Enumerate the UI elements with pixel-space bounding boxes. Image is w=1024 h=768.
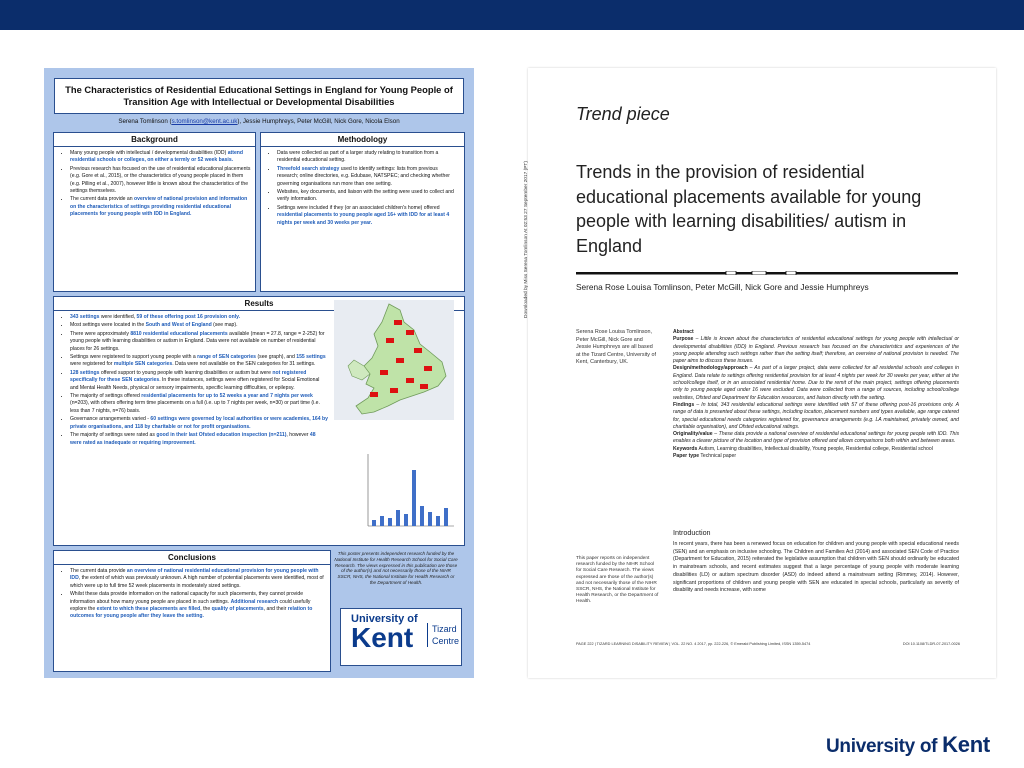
brand-kent-text: Kent [942, 732, 990, 757]
paper-title: Trends in the provision of residential educational placements available for young people with learning disabilities/ autism in England [576, 162, 922, 256]
conclusions-item: • Whilst these data provide information on the national capacity for such placements, they cannot provide information about how many young people are placed in such settings. Additional research could usefully explore the extent to which these placements are filled, the quality of placements, and their relation to outcomes for young people after they leave the setting. [70, 591, 326, 621]
methodology-section [260, 132, 465, 292]
introduction-text: In recent years, there has been a renewed focus on education for children and young people with special educational needs (SEN) and an emphasis on inclusive schooling. The Children and Families Act (2014) and associated SEN Code of Practice (Department for Education, 2015) reiterated the legislative assumption that children with SEN should ordinarily be educated in mainstream schools, and recent estimates suggest that a large percentage of young people with moderate learning disabilities (LD) or autism spectrum disorder (ASD) do indeed attend a mainstream setting (Rimmey, 2014). However, significant proportions of children and young people with SEN are educated in special schools, particularly as severity of disability and needs increase, with some [673, 541, 959, 594]
top-banner [0, 0, 1024, 30]
funding-disclaimer: This poster presents independent research funded by the National Institute for Health Research School for Social Care Research. The views expressed in this publication are those of the author(s) and not necessarily those of the NIHR SSCR, NHS, the National Institute for Health Research or the Department of Health. [334, 551, 458, 585]
methodology-item: • Data were collected as part of a larger study relating to transition from a residential educational setting. [277, 150, 460, 165]
logo-tizard-centre: Tizard Centre [427, 623, 459, 647]
poster-authors-rest: ), Jessie Humphreys, Peter McGill, Nick Gore, Nicola Elson [237, 118, 400, 125]
sen-categories-graph [364, 450, 456, 530]
background-item: • Previous research has focused on the use of residential educational placements (e.g. Gore et al., 2015), or the characteristics of young people placed in them (e.g. Pilling et al., 2007), however little is known about the characteristics of the settings themselves. [70, 166, 251, 196]
results-item: • Governance arrangements varied - 60 settings were governed by local authorities or were academies, 164 by private organisations, and 118 by charitable or not for profit organisations. [70, 416, 328, 431]
article-type: Trend piece [576, 104, 670, 124]
paper-footer [576, 642, 960, 646]
research-poster [44, 68, 474, 678]
author-email-link[interactable]: s.tomlinson@kent.ac.uk [171, 118, 238, 125]
results-item: • The majority of settings were rated as good in their last Ofsted education inspection (n=211), however 48 were rated as inadequate or requiring improvement. [70, 432, 328, 447]
university-brand-logo [826, 732, 990, 758]
poster-authors [50, 118, 468, 125]
methodology-item: • Websites, key documents, and liaison with the setting were used to collect and verify information. [277, 189, 460, 204]
conclusions-section [53, 550, 331, 672]
logo-university: University of [351, 613, 418, 625]
footer-doi: DOI 10.1108/TLDR-07-2017-0026 [902, 642, 960, 646]
poster-title: The Characteristics of Residential Educational Settings in England for Young People of Transition Age with Intellectual or Developmental Disabilities [54, 78, 464, 114]
author-affiliation: Serena Rose Louisa Tomlinson, Peter McGill, Nick Gore and Jessie Humphreys are all based at the Tizard Centre, University of Kent, Canterbury, UK. [576, 329, 656, 366]
journal-paper-page [524, 68, 996, 678]
results-item: • The majority of settings offered residential placements for up to 52 weeks a year and 7 nights per week (n=203), with others offering term time placements on a full (i.e. up to 7 nights per week, n=30) or part time (i.e. less than 7 nights, n=76) basis. [70, 393, 328, 415]
download-note: Downloaded by Miss Serena Tomlinson At 02:53 27 September 2017 (PT) [524, 161, 529, 318]
background-item: • The current data provide an overview of national provision and information on the characteristics of settings providing residential educational placements for young people with IDD in England. [70, 196, 251, 218]
results-heading: Results [54, 297, 464, 311]
methodology-item: • Threefold search strategy used to identify settings: lists from previous research; online directories, e.g. Edubase, NATSPEC; and checking whether governing organisations run more than one setting. [277, 166, 460, 188]
title-rule [576, 271, 958, 275]
introduction-heading: Introduction [673, 528, 711, 537]
poster-authors-text: Serena Tomlinson ( [118, 118, 172, 125]
footer-citation: PAGE 222 | TIZARD LEARNING DISABILITY REVIEW | VOL. 22 NO. 4 2017, pp. 222-226, © Emerald Publishing Limited, ISSN 1359-5474 [576, 642, 811, 646]
paper-authors: Serena Rose Louisa Tomlinson, Peter McGill, Nick Gore and Jessie Humphreys [576, 282, 869, 292]
brand-university-text: University of [826, 736, 943, 757]
methodology-heading: Methodology [261, 133, 464, 147]
results-item: • 128 settings offered support to young people with learning disabilities or autism but were not registered specifically for these SEN categories. In these instances, settings were often registered for Social Emotional and Mental Health Needs, physical or sensory impairments, specific learning difficulties, or epilepsy. [70, 370, 328, 392]
results-item: • There were approximately 8810 residential educational placements available (mean = 27.8, range = 2-252) for young people with learning disabilities or autism in England. Data were not available on number of residential places for 26 settings. [70, 331, 328, 353]
results-item: • Most settings were located in the South and West of England (see map). [70, 322, 328, 329]
conclusions-heading: Conclusions [54, 551, 330, 565]
kent-tizard-logo [340, 608, 462, 666]
logo-kent: Kent [351, 622, 414, 653]
results-item: • 343 settings were identified, 59 of these offering post 16 provision only. [70, 314, 328, 321]
conclusions-item: • The current data provide an overview of national residential educational provision for young people with IDD, the extent of which was previously unknown. A high number of potential placements were identified, most of which were up to full time 52 week placements in moderately sized settings. [70, 568, 326, 590]
background-item: • Many young people with intellectual / developmental disabilities (IDD) attend residential schools or colleges, on either a termly or 52 week basis. [70, 150, 251, 165]
methodology-item: • Settings were included if they (or an associated children's home) offered residential placements to young people aged 16+ with IDD for at least 4 nights per week and 30 weeks per year. [277, 205, 460, 227]
results-item: • Settings were registered to support young people with a range of SEN categories (see graph), and 155 settings were registered for multiple SEN categories. Data were not available on the SEN categories for 31 settings. [70, 354, 328, 369]
background-heading: Background [54, 133, 255, 147]
background-section [53, 132, 256, 292]
abstract-heading: Abstract [673, 329, 694, 335]
abstract: Abstract Purpose – Little is known about the characteristics of residential educational settings for young people with intellectual or developmental disabilities (IDD) in England. Previous research has focused on the characteristics and experiences of the young people attending such settings rather than the setting itself; therefore, an overview of national provision is needed. The paper aims to discuss these issues. Design/methodology/approach – As part of a larger project, data were collected for all residential schools and colleges in England. Data relate to settings offering residential provision for at least 4 nights per week for 30 weeks per year, either at the school/college itself, or in an associated residential home. Due to the remit of the main project, settings offering placements only to young people aged under 16 were excluded. Data were collected from a range of sources, including school/college websites, Ofsted and Department for Education resources, and liaison directly with the setting. Findings – In total, 343 residential educational settings were identified with 57 of these offering post-16 provisions only. A range of data is presented about these settings, including location, placement numbers and types available, age range catered for, special educational needs categories registered for, governance arrangements (e.g. LA maintained, privately owned, and charitable organisation), and Ofsted educational ratings. Originality/value – These data provide a national overview of residential educational settings for young people with IDD. This enables a clearer picture of the location and type of provision offered and allows comparisons both within and between areas. Keywords Autism, Learning disabilities, Intellectual disability, Young people, Residential college, Residential school Paper type Technical paper [673, 329, 959, 460]
paper-funding-note: This paper reports on independent research funded by the NIHR School for Social Care Research. The views expressed are those of the author(s) and not necessarily those of the NIHR SSCR, NHS, the National Institute for Health Research, or the Department of Health. [576, 556, 659, 605]
england-map-image [334, 300, 454, 420]
